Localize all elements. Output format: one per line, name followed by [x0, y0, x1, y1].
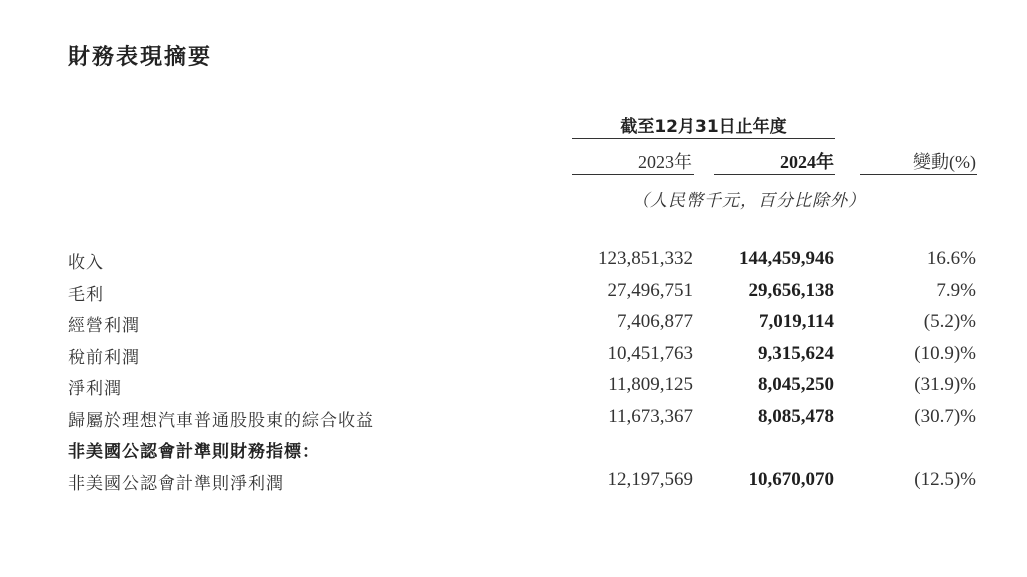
table-row-operating-profit [0, 311, 1027, 343]
row-label: 非美國公認會計準則淨利潤 [68, 473, 284, 494]
value-2023: 123,851,332 [598, 248, 693, 269]
value-change: 7.9% [936, 279, 976, 301]
value-change: (5.2)% [923, 311, 976, 332]
period-header: 截至12月31日止年度 [620, 117, 787, 137]
value-2023: 11,809,125 [608, 374, 693, 395]
value-change: (12.5)% [914, 468, 976, 490]
table-row-net-profit [0, 374, 1027, 406]
row-label: 稅前利潤 [68, 347, 140, 368]
page-title: 財務表現摘要 [68, 45, 213, 70]
row-label: 歸屬於理想汽車普通股股東的綜合收益 [68, 410, 374, 431]
value-2024: 144,459,946 [739, 248, 834, 269]
value-change: (10.9)% [914, 342, 976, 364]
column-header-2023: 2023年 [638, 152, 692, 172]
section-heading: 非美國公認會計準則財務指標： [68, 442, 320, 462]
financial-table [0, 248, 1027, 500]
column-rule-2024 [714, 174, 835, 175]
value-2023: 12,197,569 [607, 468, 693, 490]
column-rule-change [860, 174, 977, 175]
value-change: (31.9)% [914, 374, 976, 395]
row-label: 毛利 [68, 284, 104, 305]
column-rule-2023 [572, 174, 694, 175]
value-2023: 27,496,751 [607, 279, 693, 301]
value-2024: 8,045,250 [758, 374, 834, 395]
unit-note: （人民幣千元，百分比除外） [632, 191, 866, 211]
table-row-non-gaap-net-profit [0, 469, 1027, 501]
value-2023: 10,451,763 [607, 342, 693, 364]
table-row-pretax-profit [0, 343, 1027, 375]
value-2023: 7,406,877 [617, 311, 693, 332]
value-2024: 10,670,070 [748, 468, 834, 490]
table-row-gross-profit [0, 280, 1027, 312]
value-2024: 8,085,478 [758, 405, 834, 427]
table-row-non-gaap-section [0, 437, 1027, 469]
value-2024: 7,019,114 [759, 311, 834, 332]
table-row-revenue [0, 248, 1027, 280]
row-label: 淨利潤 [68, 379, 122, 399]
table-row-comprehensive-income [0, 406, 1027, 438]
column-header-2024: 2024年 [780, 152, 834, 172]
period-header-rule [572, 138, 835, 139]
value-2023: 11,673,367 [608, 405, 693, 427]
value-2024: 29,656,138 [748, 279, 834, 301]
row-label: 經營利潤 [68, 316, 140, 336]
value-2024: 9,315,624 [758, 342, 834, 364]
value-change: (30.7)% [914, 405, 976, 427]
row-label: 收入 [68, 253, 104, 273]
column-header-change: 變動(%) [913, 152, 976, 172]
value-change: 16.6% [926, 248, 976, 269]
